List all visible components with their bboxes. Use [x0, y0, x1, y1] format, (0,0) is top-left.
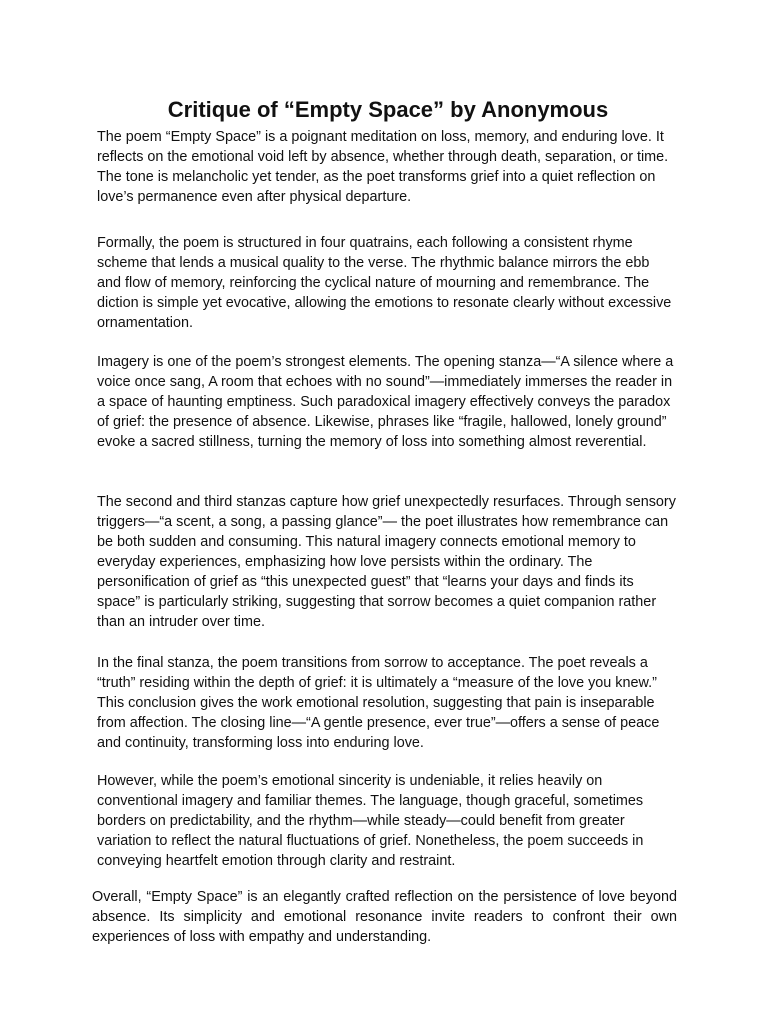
paragraph-criticism: However, while the poem’s emotional sincerity is undeniable, it relies heavily on conventional imagery and familiar themes. The language, though graceful, sometimes borders on predictability, and the rhythm—while steady—could benefit from greater variation to reflect the natural fluctuations of grief. Nonetheless, the poem succeeds in conveying heartfelt emotion through clarity and restraint.	[97, 773, 644, 869]
paragraph-final-stanza: In the final stanza, the poem transitions from sorrow to acceptance. The poet reveals a “truth” residing within the depth of grief: it is ultimately a “measure of the love you knew.” This conclusion gives the work emotional resolution, suggesting that pain is inseparable from affection. The closing line—“A gentle presence, ever true”—offers a sense of peace and continuity, transforming loss into enduring love.	[97, 655, 660, 751]
paragraph-imagery: Imagery is one of the poem’s strongest elements. The opening stanza—“A silence where a voice once sang, A room that echoes with no sound”—immediately immerses the reader in a space of haunting emptiness. Such paradoxical imagery effectively conveys the paradox of grief: the presence of absence. Likewise, phrases like “fragile, hallowed, lonely ground” evoke a sacred stillness, turning the memory of loss into something almost reverential.	[97, 354, 674, 450]
paragraph-conclusion: Overall, “Empty Space” is an elegantly crafted reflection on the persistence of love beyond absence. Its simplicity and emotional resonance invite readers to confront their own experiences of loss with empathy and understanding.	[92, 889, 677, 945]
paragraph-introduction: The poem “Empty Space” is a poignant meditation on loss, memory, and enduring love. It reflects on the emotional void left by absence, whether through death, separation, or time. The tone is melancholic yet tender, as the poet transforms grief into a quiet reflection on love’s permanence even after physical departure.	[97, 129, 669, 205]
document-title: Critique of “Empty Space” by Anonymous	[167, 97, 609, 122]
paragraph-form: Formally, the poem is structured in four quatrains, each following a consistent rhyme scheme that lends a musical quality to the verse. The rhythmic balance mirrors the ebb and flow of memory, reinforcing the cyclical nature of mourning and remembrance. The diction is simple yet evocative, allowing the emotions to resonate clearly without excessive ornamentation.	[97, 235, 672, 331]
paragraph-middle-stanzas: The second and third stanzas capture how grief unexpectedly resurfaces. Through sensory triggers—“a scent, a song, a passing glance”— the poet illustrates how remembrance can be both sudden and consuming. This natural imagery connects emotional memory to everyday experiences, emphasizing how love persists within the ordinary. The personification of grief as “this unexpected guest” that “learns your days and finds its space” is particularly striking, suggesting that sorrow becomes a quiet companion rather than an intruder over time.	[97, 494, 676, 630]
